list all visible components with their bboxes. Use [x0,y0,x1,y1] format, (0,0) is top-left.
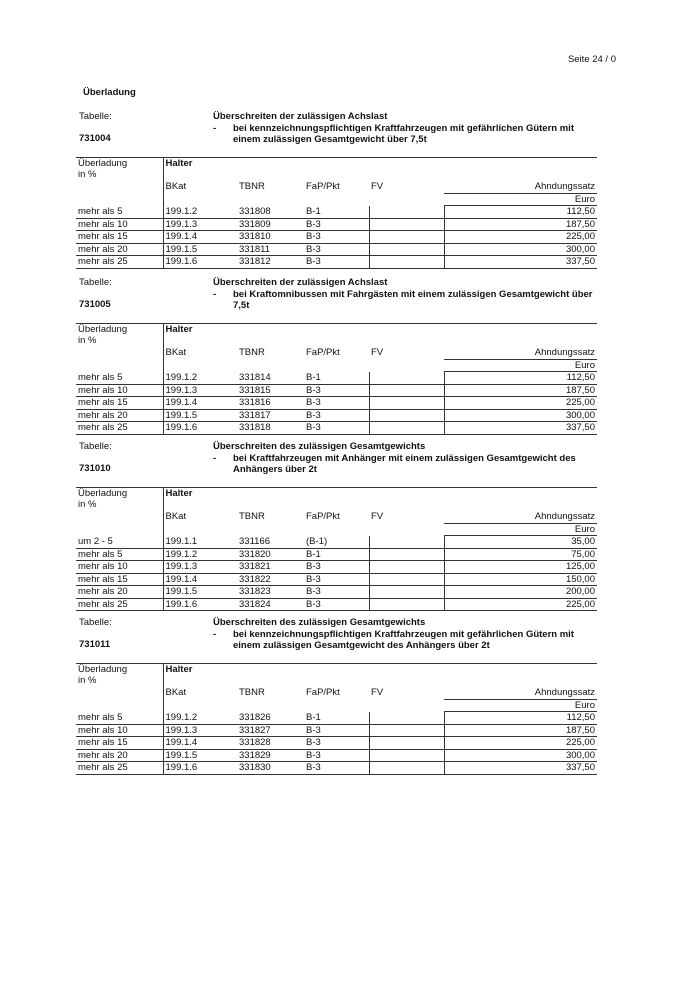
table-code: 731005 [79,299,111,310]
in-percent-label: in % [78,675,97,686]
fine-table-block [76,277,597,435]
table-header [76,111,597,157]
cell-tbnr: 331828 [237,737,304,750]
holder-label: Halter [163,324,597,348]
cell-tbnr: 331824 [237,598,304,611]
empty-cell [237,360,304,372]
column-header-fap: FaP/Pkt [306,687,340,698]
cell-fap: B-3 [304,749,369,762]
overload-label: Überladung [78,664,128,675]
empty-cell [304,194,369,206]
column-header-fv: FV [371,181,384,192]
table-row [76,231,597,244]
empty-cell [76,687,163,700]
cell-fap: B-1 [304,206,369,219]
cell-overload: mehr als 20 [76,749,163,762]
cell-overload: mehr als 5 [76,372,163,385]
empty-cell [76,524,163,536]
in-percent-label: in % [78,499,97,510]
empty-cell [76,181,163,194]
cell-fap: B-3 [304,397,369,410]
overload-header [76,488,163,512]
cell-fv [369,598,444,611]
unit-label: Euro [444,700,597,712]
table-subtitle [213,289,597,312]
cell-tbnr: 331827 [237,724,304,737]
cell-amount: 300,00 [444,409,597,422]
fine-table [76,487,597,611]
section-title: Überladung [83,87,136,98]
column-header-bkat: BKat [165,347,187,358]
empty-cell [163,360,237,372]
unit-label: Euro [444,194,597,206]
cell-tbnr: 331826 [237,712,304,725]
holder-label: Halter [163,664,597,688]
cell-fv [369,397,444,410]
cell-bkat: 199.1.4 [163,231,237,244]
cell-overload: mehr als 25 [76,256,163,269]
table-code: 731010 [79,463,111,474]
table-row [76,206,597,219]
cell-amount: 225,00 [444,397,597,410]
column-header-fap: FaP/Pkt [306,347,340,358]
cell-bkat: 199.1.1 [163,536,237,549]
in-percent-label: in % [78,169,97,180]
table-subtitle [213,629,597,652]
column-header-tbnr: TBNR [239,511,265,522]
table-label: Tabelle: [79,277,112,288]
cell-bkat: 199.1.4 [163,573,237,586]
dash: - [213,452,217,464]
cell-bkat: 199.1.6 [163,256,237,269]
cell-bkat: 199.1.5 [163,243,237,256]
cell-bkat: 199.1.6 [163,762,237,775]
cell-fv [369,724,444,737]
table-row [76,422,597,435]
table-row [76,737,597,750]
cell-bkat: 199.1.4 [163,737,237,750]
cell-tbnr: 331815 [237,384,304,397]
cell-overload: mehr als 20 [76,586,163,599]
in-percent-label: in % [78,335,97,346]
cell-tbnr: 331829 [237,749,304,762]
empty-cell [304,524,369,536]
empty-cell [76,511,163,524]
cell-bkat: 199.1.5 [163,586,237,599]
cell-fv [369,536,444,549]
empty-cell [163,700,237,712]
cell-bkat: 199.1.3 [163,384,237,397]
table-title: Überschreiten des zulässigen Gesamtgewichts [213,617,426,628]
cell-bkat: 199.1.2 [163,712,237,725]
column-header-tbnr: TBNR [239,181,265,192]
table-title: Überschreiten der zulässigen Achslast [213,111,388,122]
table-header [76,441,597,487]
empty-cell [76,360,163,372]
cell-tbnr: 331811 [237,243,304,256]
cell-overload: mehr als 15 [76,737,163,750]
column-header-fv: FV [371,511,384,522]
cell-fv [369,206,444,219]
cell-bkat: 199.1.4 [163,397,237,410]
cell-amount: 35,00 [444,536,597,549]
cell-fap: B-3 [304,422,369,435]
table-row [76,724,597,737]
cell-overload: mehr als 20 [76,243,163,256]
cell-overload: mehr als 5 [76,206,163,219]
holder-label: Halter [163,158,597,182]
table-description [213,111,597,146]
table-row [76,372,597,385]
holder-label: Halter [163,488,597,512]
table-subtitle-text: bei kennzeichnungspflichtigen Kraftfahrzeugen mit gefährlichen Gütern mit einem zulässigen Gesamtgewicht des Anhängers über 2t [233,628,574,651]
cell-overload: mehr als 10 [76,561,163,574]
cell-fv [369,218,444,231]
table-title: Überschreiten der zulässigen Achslast [213,277,388,288]
cell-bkat: 199.1.5 [163,749,237,762]
table-code: 731004 [79,133,111,144]
table-subtitle [213,123,597,146]
table-label: Tabelle: [79,111,112,122]
column-header-fine: Ahndungssatz [444,181,597,194]
table-row [76,256,597,269]
table-row [76,397,597,410]
cell-fap: B-1 [304,372,369,385]
cell-tbnr: 331816 [237,397,304,410]
fine-table [76,323,597,435]
empty-cell [304,700,369,712]
table-label: Tabelle: [79,617,112,628]
cell-fv [369,372,444,385]
cell-fap: B-3 [304,762,369,775]
column-header-bkat: BKat [165,511,187,522]
cell-fap: B-1 [304,548,369,561]
cell-bkat: 199.1.2 [163,206,237,219]
cell-fv [369,422,444,435]
table-subtitle-text: bei Kraftomnibussen mit Fahrgästen mit einem zulässigen Gesamtgewicht über 7,5t [233,288,593,311]
empty-cell [76,347,163,360]
table-row [76,573,597,586]
column-header-fine: Ahndungssatz [444,687,597,700]
cell-fap: B-3 [304,409,369,422]
cell-fv [369,561,444,574]
table-row [76,536,597,549]
cell-amount: 112,50 [444,372,597,385]
overload-label: Überladung [78,488,128,499]
column-header-bkat: BKat [165,181,187,192]
cell-overload: mehr als 10 [76,724,163,737]
table-code: 731011 [79,639,111,650]
cell-bkat: 199.1.3 [163,218,237,231]
table-description [213,277,597,312]
column-header-fap: FaP/Pkt [306,511,340,522]
cell-overload: mehr als 25 [76,422,163,435]
cell-amount: 337,50 [444,762,597,775]
table-row [76,409,597,422]
cell-overload: mehr als 10 [76,218,163,231]
fine-table-block [76,441,597,611]
cell-amount: 300,00 [444,749,597,762]
cell-tbnr: 331814 [237,372,304,385]
dash: - [213,122,217,134]
empty-cell [369,700,444,712]
cell-amount: 187,50 [444,218,597,231]
cell-fv [369,712,444,725]
table-subtitle-text: bei kennzeichnungspflichtigen Kraftfahrzeugen mit gefährlichen Gütern mit einem zulässigen Gesamtgewicht über 7,5t [233,122,574,145]
cell-amount: 337,50 [444,422,597,435]
table-header [76,277,597,323]
empty-cell [369,194,444,206]
column-header-tbnr: TBNR [239,347,265,358]
cell-overload: mehr als 5 [76,712,163,725]
table-row [76,586,597,599]
cell-fap: B-3 [304,737,369,750]
table-header [76,617,597,663]
table-row [76,548,597,561]
cell-amount: 300,00 [444,243,597,256]
cell-overload: mehr als 5 [76,548,163,561]
fine-table-block [76,111,597,269]
table-row [76,243,597,256]
cell-fv [369,409,444,422]
empty-cell [237,194,304,206]
cell-fap: B-3 [304,243,369,256]
cell-tbnr: 331821 [237,561,304,574]
cell-overload: mehr als 20 [76,409,163,422]
table-row [76,762,597,775]
cell-fap: B-3 [304,384,369,397]
cell-tbnr: 331808 [237,206,304,219]
cell-fv [369,573,444,586]
empty-cell [304,360,369,372]
table-row [76,598,597,611]
table-title: Überschreiten des zulässigen Gesamtgewichts [213,441,426,452]
column-header-fine: Ahndungssatz [444,511,597,524]
cell-fv [369,384,444,397]
table-description [213,617,597,652]
overload-header [76,324,163,348]
cell-bkat: 199.1.2 [163,372,237,385]
cell-fap: B-3 [304,561,369,574]
cell-amount: 112,50 [444,206,597,219]
cell-fv [369,256,444,269]
overload-header [76,664,163,688]
cell-bkat: 199.1.5 [163,409,237,422]
cell-tbnr: 331817 [237,409,304,422]
column-header-fine: Ahndungssatz [444,347,597,360]
cell-fv [369,586,444,599]
table-row [76,218,597,231]
cell-fv [369,243,444,256]
column-header-bkat: BKat [165,687,187,698]
empty-cell [76,700,163,712]
empty-cell [76,194,163,206]
column-header-fv: FV [371,347,384,358]
empty-cell [163,524,237,536]
cell-fv [369,548,444,561]
cell-fap: B-3 [304,218,369,231]
cell-amount: 337,50 [444,256,597,269]
cell-fap: B-3 [304,573,369,586]
cell-amount: 225,00 [444,598,597,611]
table-row [76,561,597,574]
cell-fap: B-3 [304,586,369,599]
cell-amount: 125,00 [444,561,597,574]
cell-amount: 225,00 [444,737,597,750]
fine-table-block [76,617,597,775]
cell-fap: B-3 [304,598,369,611]
cell-bkat: 199.1.2 [163,548,237,561]
cell-fap: B-3 [304,724,369,737]
table-description [213,441,597,476]
cell-fv [369,749,444,762]
cell-fv [369,737,444,750]
page-number: Seite 24 / 0 [567,54,616,65]
overload-header [76,158,163,182]
overload-label: Überladung [78,324,128,335]
table-subtitle-text: bei Kraftfahrzeugen mit Anhänger mit einem zulässigen Gesamtgewicht des Anhängers über 2t [233,452,576,475]
cell-amount: 225,00 [444,231,597,244]
cell-bkat: 199.1.6 [163,422,237,435]
cell-tbnr: 331809 [237,218,304,231]
cell-amount: 150,00 [444,573,597,586]
cell-fv [369,762,444,775]
fine-table [76,157,597,269]
cell-overload: mehr als 15 [76,397,163,410]
cell-tbnr: 331810 [237,231,304,244]
cell-amount: 75,00 [444,548,597,561]
cell-fap: B-3 [304,231,369,244]
table-subtitle [213,453,597,476]
cell-overload: mehr als 15 [76,573,163,586]
cell-amount: 200,00 [444,586,597,599]
unit-label: Euro [444,524,597,536]
cell-fap: B-3 [304,256,369,269]
unit-label: Euro [444,360,597,372]
cell-tbnr: 331820 [237,548,304,561]
column-header-fap: FaP/Pkt [306,181,340,192]
cell-tbnr: 331818 [237,422,304,435]
cell-fap: (B-1) [304,536,369,549]
column-header-fv: FV [371,687,384,698]
overload-label: Überladung [78,158,128,169]
cell-overload: mehr als 25 [76,598,163,611]
fine-table [76,663,597,775]
dash: - [213,288,217,300]
cell-amount: 187,50 [444,724,597,737]
column-header-tbnr: TBNR [239,687,265,698]
cell-overload: um 2 - 5 [76,536,163,549]
cell-amount: 112,50 [444,712,597,725]
cell-overload: mehr als 25 [76,762,163,775]
table-row [76,749,597,762]
cell-tbnr: 331166 [237,536,304,549]
cell-tbnr: 331812 [237,256,304,269]
cell-fap: B-1 [304,712,369,725]
table-row [76,384,597,397]
empty-cell [369,360,444,372]
cell-overload: mehr als 15 [76,231,163,244]
empty-cell [369,524,444,536]
empty-cell [237,700,304,712]
cell-amount: 187,50 [444,384,597,397]
empty-cell [237,524,304,536]
cell-tbnr: 331822 [237,573,304,586]
cell-fv [369,231,444,244]
cell-overload: mehr als 10 [76,384,163,397]
cell-tbnr: 331823 [237,586,304,599]
table-label: Tabelle: [79,441,112,452]
cell-bkat: 199.1.3 [163,724,237,737]
dash: - [213,628,217,640]
cell-bkat: 199.1.3 [163,561,237,574]
table-row [76,712,597,725]
empty-cell [163,194,237,206]
cell-bkat: 199.1.6 [163,598,237,611]
cell-tbnr: 331830 [237,762,304,775]
